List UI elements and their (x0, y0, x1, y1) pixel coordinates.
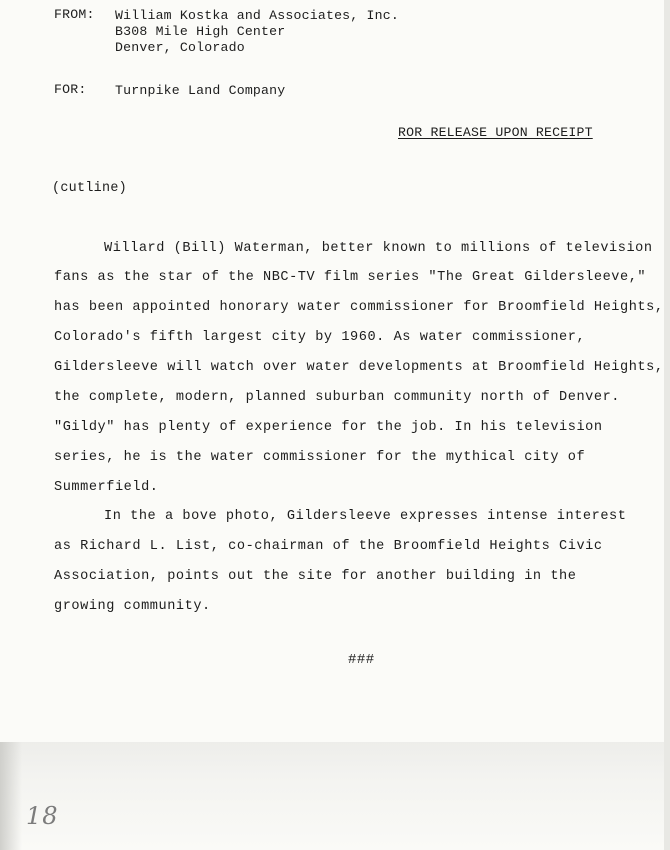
from-line-3: Denver, Colorado (115, 40, 245, 55)
paragraph-1-line-3: has been appointed honorary water commissioner for Broomfield Heights, (54, 300, 664, 315)
for-value: Turnpike Land Company (115, 83, 286, 98)
scan-shadow (0, 742, 664, 850)
paragraph-1-line-8: series, he is the water commissioner for the mythical city of (54, 450, 586, 465)
paragraph-2-line-4: growing community. (54, 599, 211, 614)
paragraph-1-line-9: Summerfield. (54, 480, 159, 495)
from-line-2: B308 Mile High Center (115, 24, 286, 39)
paragraph-1-line-4: Colorado's fifth largest city by 1960. As water commissioner, (54, 330, 586, 345)
from-label: FROM: (54, 7, 95, 22)
end-mark: ### (348, 652, 375, 668)
from-line-1: William Kostka and Associates, Inc. (115, 8, 399, 23)
handwritten-note: 18 (26, 802, 59, 830)
paragraph-1-line-5: Gildersleeve will watch over water developments at Broomfield Heights, (54, 360, 664, 375)
paragraph-2-line-2: as Richard L. List, co-chairman of the Broomfield Heights Civic (54, 539, 603, 554)
paragraph-1-line-2: fans as the star of the NBC-TV film series "The Great Gildersleeve," (54, 270, 647, 285)
cutline-label: (cutline) (52, 181, 128, 196)
for-label: FOR: (54, 82, 87, 97)
paragraph-1-line-7: "Gildy" has plenty of experience for the job. In his television (54, 420, 603, 435)
paragraph-2-line-3: Association, points out the site for another building in the (54, 569, 577, 584)
paragraph-1-line-6: the complete, modern, planned suburban community north of Denver. (54, 390, 620, 405)
scan-shadow-edge (0, 742, 22, 850)
release-notice: ROR RELEASE UPON RECEIPT (398, 125, 593, 140)
handwritten-page-number (26, 802, 86, 846)
paragraph-1-line-1: Willard (Bill) Waterman, better known to millions of television (104, 241, 653, 256)
paragraph-2-line-1: In the a bove photo, Gildersleeve expresses intense interest (104, 509, 627, 524)
